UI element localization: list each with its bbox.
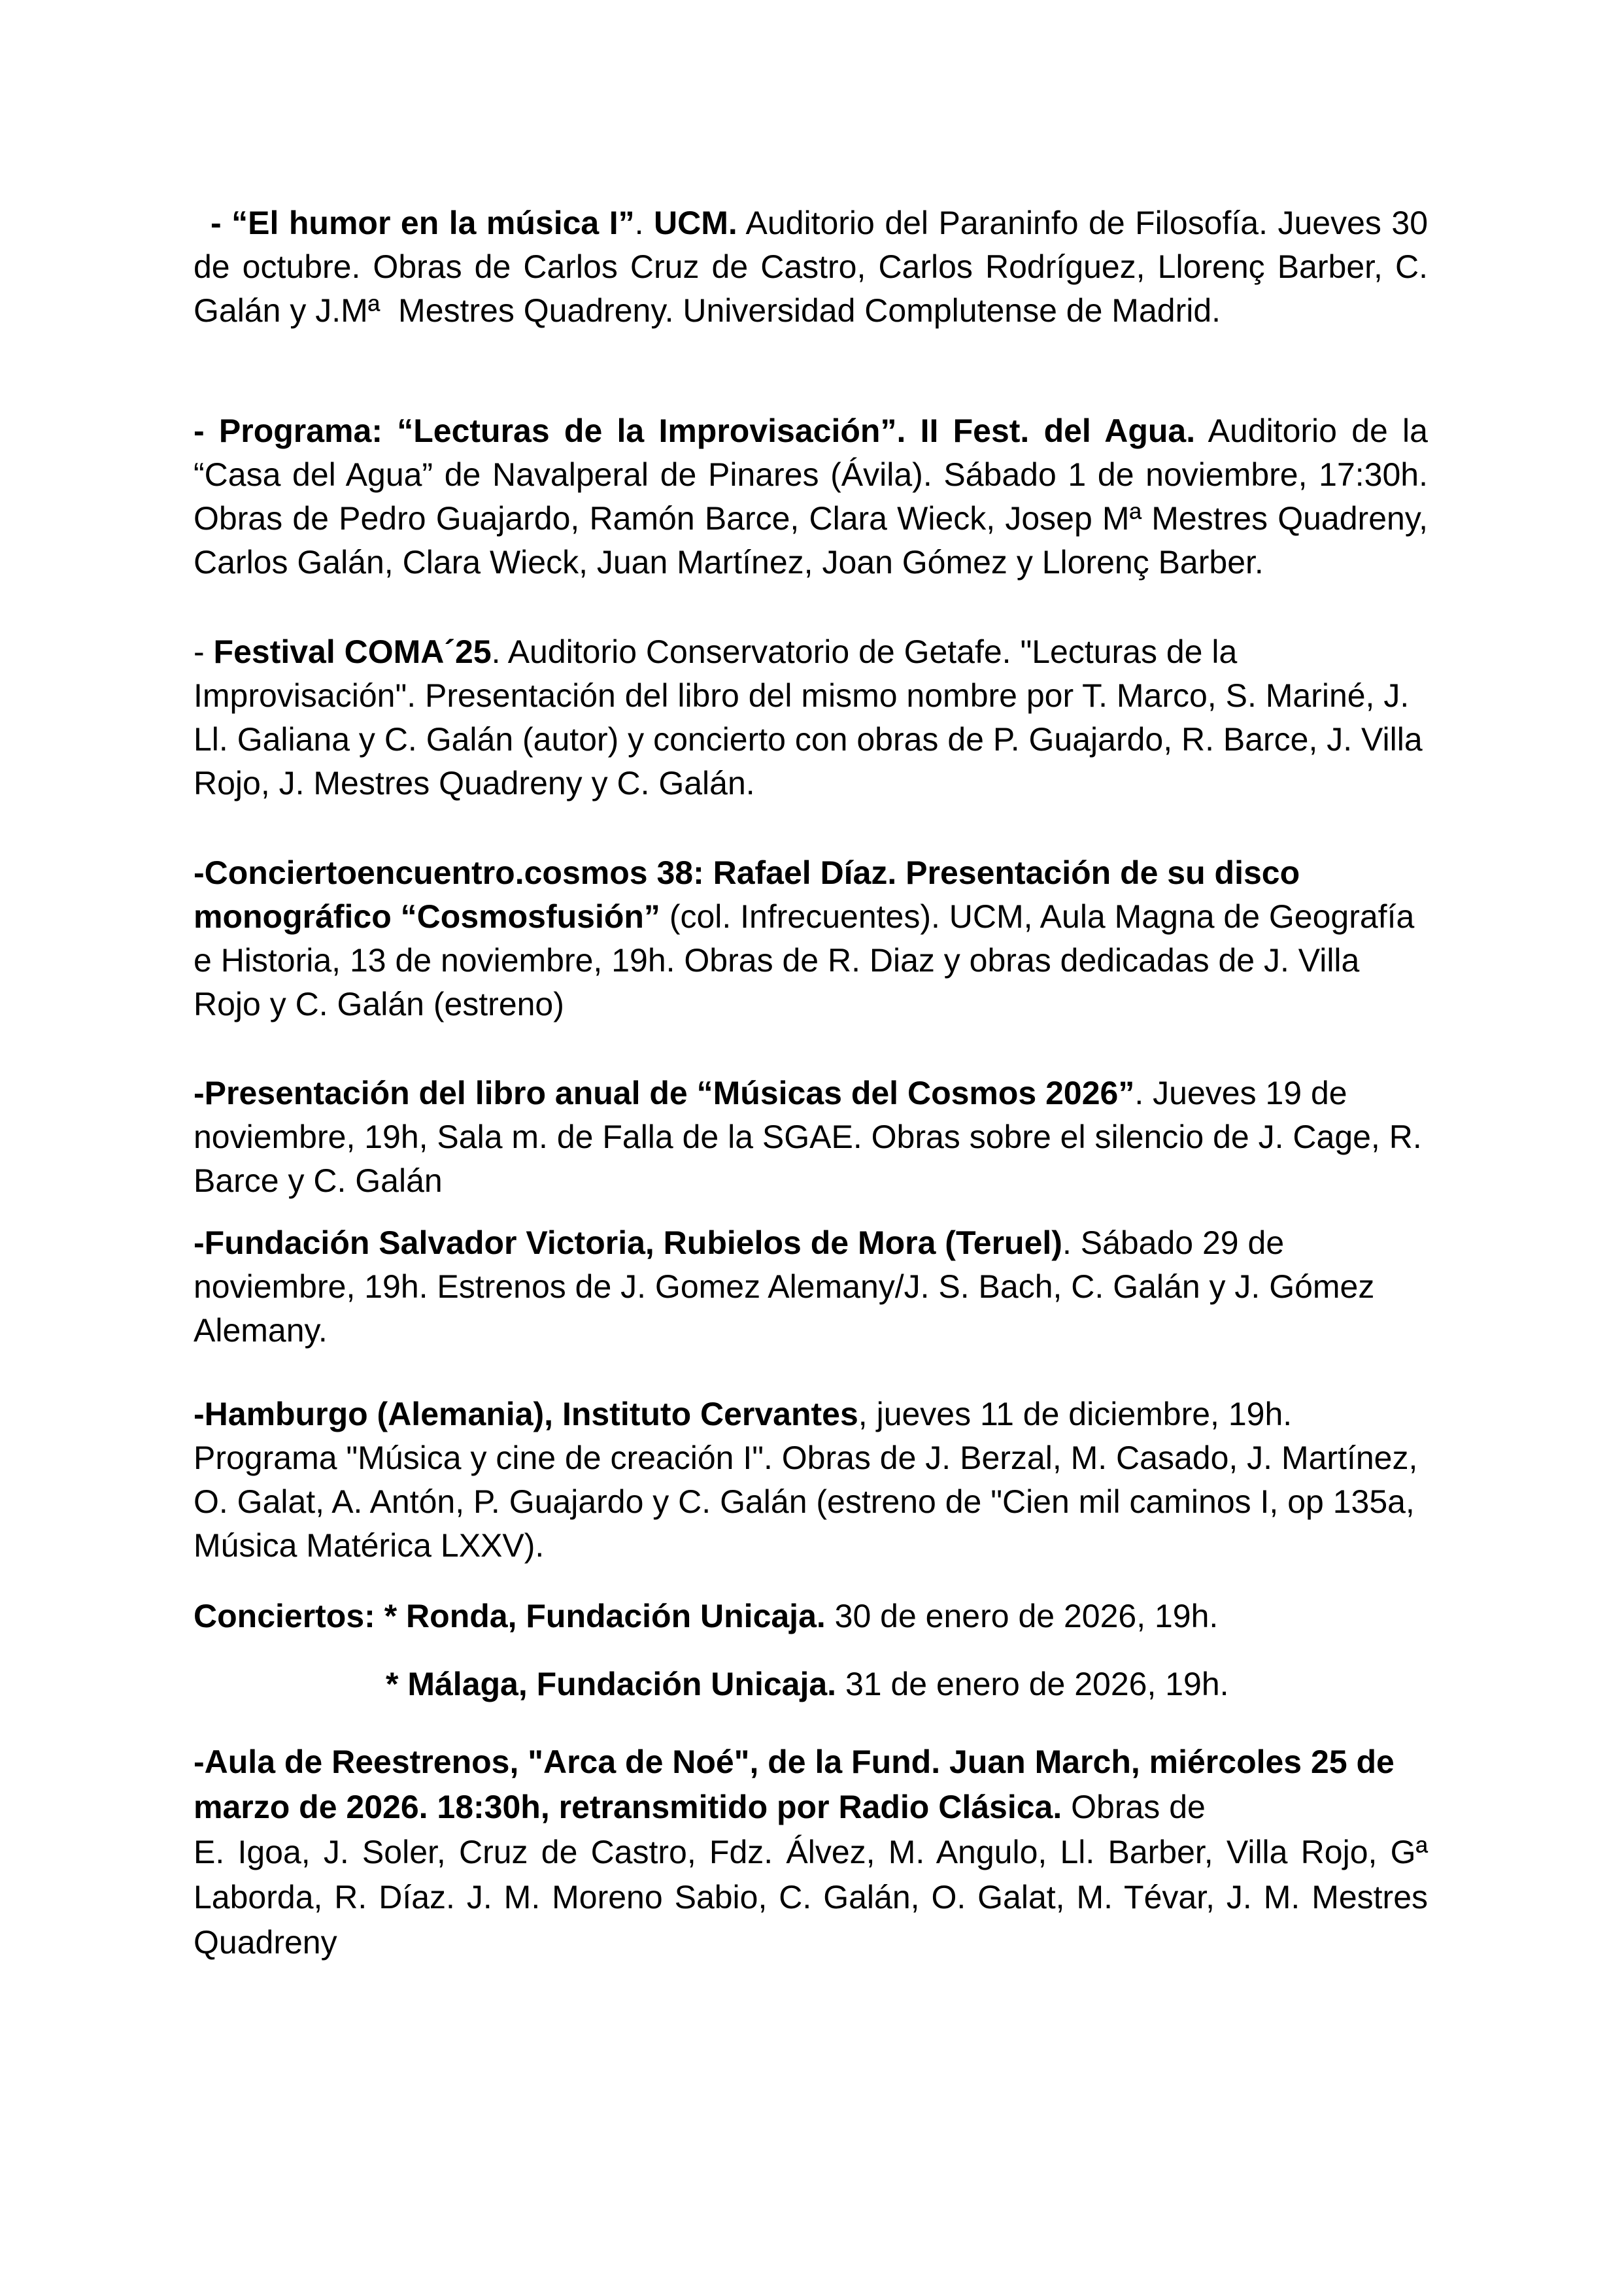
text-line (194, 541, 1428, 584)
bold-text-run: marzo de 2026. 18:30h, retransmitido por Radio Clásica. (194, 1789, 1062, 1825)
text-line (194, 1740, 1428, 1785)
text-run: Obras de (1062, 1789, 1206, 1825)
text-run: Barce y C. Galán (194, 1162, 443, 1199)
paragraph-conciertos-ronda (194, 1594, 1428, 1638)
paragraph-programa-lecturas-improvisacion (194, 409, 1428, 584)
text-line (194, 497, 1428, 541)
text-run: . (634, 205, 654, 241)
text-line (194, 1594, 1428, 1638)
text-line (194, 762, 1428, 805)
bold-text-run: -Fundación Salvador Victoria, Rubielos de Mora (Teruel) (194, 1224, 1062, 1261)
text-line (194, 1071, 1428, 1115)
paragraph-presentacion-libro-musicas-del-cosmos (194, 1071, 1428, 1203)
text-run: e Historia, 13 de noviembre, 19h. Obras de R. Diaz y obras dedicadas de J. Villa (194, 942, 1360, 979)
paragraph-fundacion-salvador-victoria (194, 1221, 1428, 1353)
text-run: , jueves 11 de diciembre, 19h. (858, 1396, 1293, 1432)
text-line (194, 245, 1428, 289)
text-line (194, 1830, 1428, 1875)
text-run: Laborda, R. Díaz. J. M. Moreno Sabio, C. Galán, O. Galat, M. Tévar, J. M. Mestres (194, 1879, 1428, 1915)
text-line (194, 409, 1428, 453)
text-run: - (194, 633, 214, 670)
text-line (194, 1265, 1428, 1309)
text-line (194, 1221, 1428, 1265)
text-run: Obras de Pedro Guajardo, Ramón Barce, Clara Wieck, Josep Mª Mestres Quadreny, (194, 500, 1428, 537)
text-line (194, 895, 1428, 939)
bold-text-run: -Aula de Reestrenos, "Arca de Noé", de la Fund. Juan March, miércoles 25 de (194, 1744, 1395, 1780)
text-line (194, 1392, 1428, 1436)
paragraph-aula-de-reestrenos-juan-march (194, 1740, 1428, 1965)
text-run: Auditorio del Paraninfo de Filosofía. Jueves 30 (737, 205, 1429, 241)
text-run: Carlos Galán, Clara Wieck, Juan Martínez, Joan Gómez y Llorenç Barber. (194, 544, 1264, 581)
text-line (194, 201, 1428, 245)
text-run: Rojo y C. Galán (estreno) (194, 986, 564, 1022)
bold-text-run: -Conciertoencuentro.cosmos 38: Rafael Díaz. Presentación de su disco (194, 854, 1300, 891)
text-run: “Casa del Agua” de Navalperal de Pinares (Ávila). Sábado 1 de noviembre, 17:30h. (194, 456, 1428, 493)
bold-text-run: - “El humor en la música I” (211, 205, 635, 241)
text-run: O. Galat, A. Antón, P. Guajardo y C. Galán (estreno de "Cien mil caminos I, op 135a, (194, 1483, 1415, 1520)
text-line (194, 453, 1428, 497)
text-line (194, 718, 1428, 762)
text-run: Rojo, J. Mestres Quadreny y C. Galán. (194, 765, 755, 801)
text-run: Ll. Galiana y C. Galán (autor) y concierto con obras de P. Guajardo, R. Barce, J. Villa (194, 721, 1423, 758)
text-run: 31 de enero de 2026, 19h. (836, 1666, 1229, 1702)
text-line (194, 630, 1428, 674)
paragraph-conciertoencuentro-cosmos-38 (194, 851, 1428, 1026)
paragraph-el-humor-en-la-musica (194, 201, 1428, 333)
text-run: (col. Infrecuentes). UCM, Aula Magna de Geografía (660, 898, 1415, 935)
text-line (194, 289, 1428, 333)
bold-text-run: Conciertos: * Ronda, Fundación Unicaja. (194, 1598, 826, 1634)
text-line (194, 1875, 1428, 1920)
text-run: Quadreny (194, 1924, 337, 1961)
text-line (194, 1159, 1428, 1203)
text-run: de octubre. Obras de Carlos Cruz de Castro, Carlos Rodríguez, Llorenç Barber, C. (194, 248, 1428, 285)
text-line (194, 1662, 1428, 1706)
text-line (194, 1115, 1428, 1159)
text-line (194, 939, 1428, 983)
bold-text-run: UCM. (654, 205, 737, 241)
text-line (194, 1920, 1428, 1965)
text-run: 30 de enero de 2026, 19h. (825, 1598, 1219, 1634)
text-line (194, 1436, 1428, 1480)
text-run: . Sábado 29 de (1062, 1224, 1285, 1261)
text-line (194, 674, 1428, 718)
text-run: Galán y J.Mª Mestres Quadreny. Universidad Complutense de Madrid. (194, 292, 1221, 329)
text-run: Auditorio de la (1195, 413, 1428, 449)
text-line (194, 1480, 1428, 1524)
text-run: . Auditorio Conservatorio de Getafe. "Lecturas de la (491, 633, 1238, 670)
bold-text-run: -Hamburgo (Alemania), Instituto Cervantes (194, 1396, 858, 1432)
text-run: Música Matérica LXXV). (194, 1527, 545, 1564)
text-run: noviembre, 19h. Estrenos de J. Gomez Alemany/J. S. Bach, C. Galán y J. Gómez (194, 1268, 1375, 1305)
bold-text-run: -Presentación del libro anual de “Músicas del Cosmos 2026” (194, 1075, 1135, 1111)
text-line (194, 983, 1428, 1026)
paragraph-conciertos-malaga (194, 1662, 1428, 1706)
text-run: . Jueves 19 de (1134, 1075, 1347, 1111)
text-run: Alemany. (194, 1312, 328, 1349)
bold-text-run: - Programa: “Lecturas de la Improvisación”. II Fest. del Agua. (194, 413, 1196, 449)
bold-text-run: * Málaga, Fundación Unicaja. (386, 1666, 837, 1702)
bold-text-run: Festival COMA´25 (213, 633, 492, 670)
text-run: noviembre, 19h, Sala m. de Falla de la SGAE. Obras sobre el silencio de J. Cage, R. (194, 1119, 1422, 1155)
text-run: Programa "Música y cine de creación I". Obras de J. Berzal, M. Casado, J. Martínez, (194, 1440, 1418, 1476)
text-line (194, 1309, 1428, 1353)
text-run: Improvisación". Presentación del libro del mismo nombre por T. Marco, S. Mariné, J. (194, 677, 1410, 714)
text-run: E. Igoa, J. Soler, Cruz de Castro, Fdz. Álvez, M. Angulo, Ll. Barber, Villa Rojo, Gª (194, 1834, 1428, 1870)
bold-text-run: monográfico “Cosmosfusión” (194, 898, 660, 935)
paragraph-festival-coma-25 (194, 630, 1428, 805)
paragraph-hamburgo-instituto-cervantes (194, 1392, 1428, 1568)
text-line (194, 1524, 1428, 1568)
text-line (194, 1785, 1428, 1830)
text-line (194, 851, 1428, 895)
